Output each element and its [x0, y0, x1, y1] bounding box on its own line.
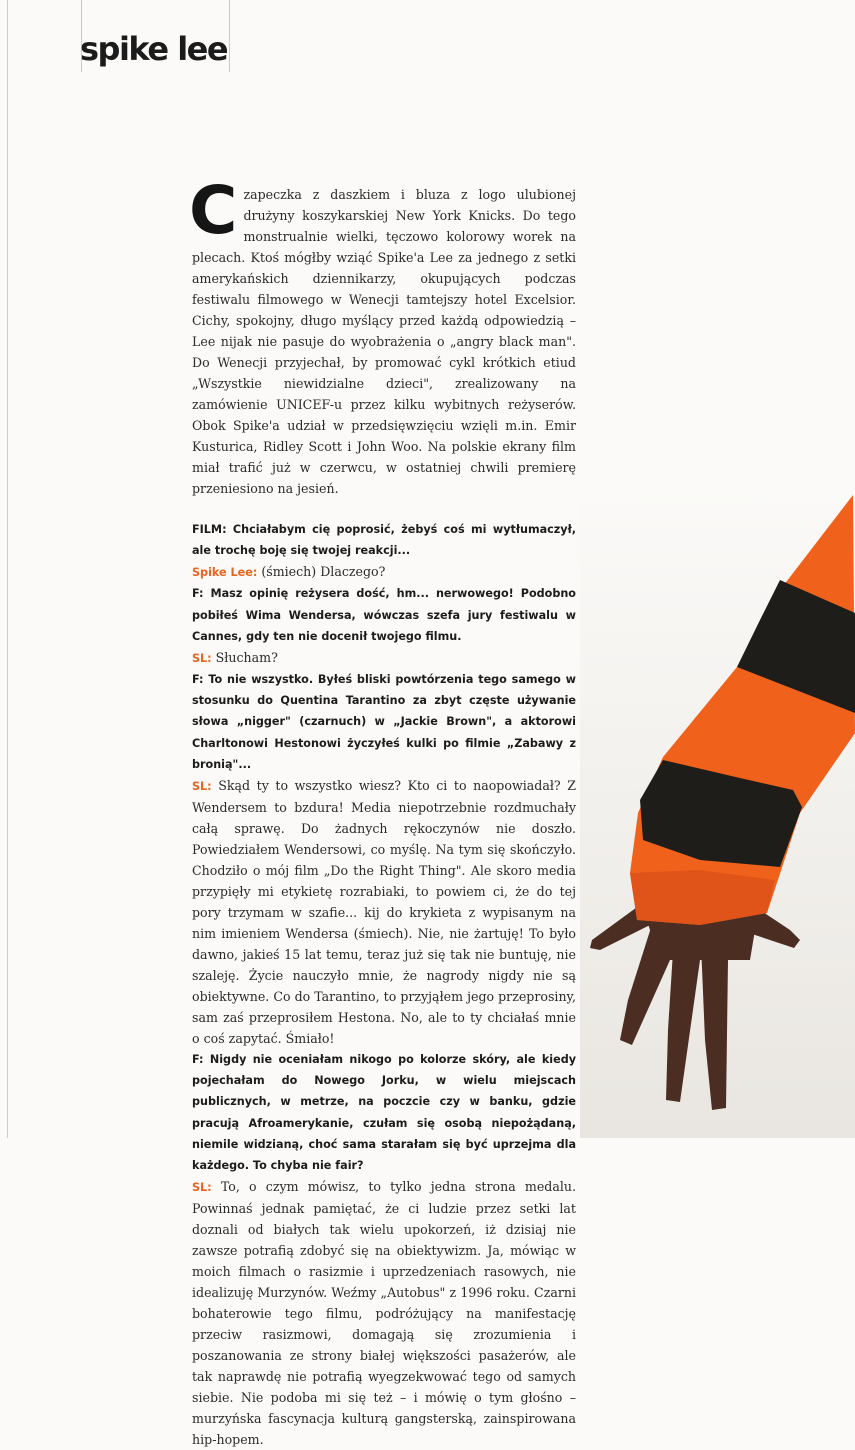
- page-title: spike lee: [80, 30, 228, 68]
- speaker-label: Spike Lee:: [192, 566, 258, 580]
- interview-answer: [192, 647, 576, 669]
- interview-question: [192, 519, 576, 561]
- interview-text: Słucham?: [211, 650, 278, 666]
- interview-text: Skąd ty to wszystko wiesz? Kto ci to naopowiadał? Z Wendersem to bzdura! Media niepotrzebnie rozdmuchały całą sprawę. Do żadnych rękoczynów nie doszło. Powiedziałem Wendersowi, co myślę. Na tym się skończyło. Chodziło o mój film „Do the Right Thing". Ale skoro media przypięły mi etykietę rozrabiaki, to powiem ci, że do tej pory trzymam w szafie... kij do krykieta z wypisanym na nim imieniem Wendersa (śmiech). Nie, nie żartuję! To było dawno, jakieś 15 lat temu, teraz już się tak nie buntuję, nie szaleję. Życie nauczyło mnie, że nagrody nigdy nie są obiektywne. Co do Tarantino, to przyjąłem jego przeprosiny, sam zaś przeprosiłem Hestona. No, ale to ty chciałaś mnie o coś zapytać. Śmiało!: [192, 778, 576, 1047]
- speaker-label: SL:: [192, 780, 212, 794]
- drop-cap: C: [189, 172, 238, 249]
- interview-text: F: Masz opinię reżysera dość, hm... nerwowego! Podobno pobiłeś Wima Wendersa, wówczas szefa jury festiwalu w Cannes, gdy ten nie docenił twojego filmu.: [192, 587, 576, 643]
- interview-text: To, o czym mówisz, to tylko jedna strona medalu. Powinnaś jednak pamiętać, że ci ludzie przez setki lat doznali od białych tak wielu upokorzeń, iż dzisiaj nie zawsze potrafią zdobyć się na obiektywizm. Ja, mówiąc w moich filmach o rasizmie i uprzedzeniach rasowych, nie idealizuję Murzynów. Weźmy „Autobus" z 1996 roku. Czarni bohaterowie tego filmu, podróżujący na manifestację przeciw rasizmowi, domagają się zrozumienia i poszanowania ze strony białej większości pasażerów, ale tak naprawdę nie potrafią wyegzekwować tego od samych siebie. Nie podoba mi się też – i mówię o tym głośno – murzyńska fascynacja kulturą gangsterską, zainspirowana hip-hopem.: [192, 1179, 576, 1448]
- interview-answer: [192, 775, 576, 1049]
- speaker-label: SL:: [192, 1181, 212, 1195]
- arm-photo: [580, 480, 855, 1138]
- article: [189, 172, 576, 1450]
- interview-text: (śmiech) Dlaczego?: [257, 564, 386, 580]
- interview-answer: [192, 561, 576, 583]
- lead-paragraph: [189, 172, 576, 499]
- interview-text: F: Nigdy nie oceniałam nikogo po kolorze skóry, ale kiedy pojechałam do Nowego Jorku, w wielu miejscach publicznych, w metrze, na poczcie czy w banku, gdzie pracują Afroamerykanie, czułam się osobą niepożądaną, niemile widzianą, choć sama starałam się być uprzejma dla każdego. To chyba nie fair?: [192, 1053, 576, 1173]
- interview-question: [192, 1049, 576, 1176]
- interview-question: [192, 583, 576, 647]
- lead-text: zapeczka z daszkiem i bluza z logo ulubionej drużyny koszykarskiej New York Knicks. Do tego monstrualnie wielki, tęczowo kolorowy worek na plecach. Ktoś mógłby wziąć Spike'a Lee za jednego z setki amerykańskich dziennikarzy, okupujących podczas festiwalu filmowego w Wenecji tamtejszy hotel Excelsior. Cichy, spokojny, długo myślący przed każdą odpowiedzią – Lee nijak nie pasuje do wyobrażenia o „angry black man". Do Wenecji przyjechał, by promować cykl krótkich etiud „Wszystkie niewidzialne dzieci", zrealizowany na zamówienie UNICEF-u przez kilku wybitnych reżyserów. Obok Spike'a udział w przedsięwzięciu wzięli m.in. Emir Kusturica, Ridley Scott i John Woo. Na polskie ekrany film miał trafić już w czerwcu, w ostatniej chwili premierę przeniesiono na jesień.: [192, 187, 576, 496]
- page-edge-rule: [7, 0, 8, 1138]
- interview-text: F: To nie wszystko. Byłeś bliski powtórzenia tego samego w stosunku do Quentina Tarantino za zbyt częste używanie słowa „nigger" (czarnuch) w „Jackie Brown", a aktorowi Charltonowi Hestonowi życzyłeś kulki po filmie „Zabawy z bronią"...: [192, 673, 576, 771]
- speaker-label: SL:: [192, 652, 212, 666]
- interview-text: FILM: Chciałabym cię poprosić, żebyś coś mi wytłumaczył, ale trochę boję się twojej reakcji...: [192, 523, 576, 558]
- interview-question: [192, 669, 576, 775]
- interview-answer: [192, 1176, 576, 1450]
- interview: [192, 519, 576, 1450]
